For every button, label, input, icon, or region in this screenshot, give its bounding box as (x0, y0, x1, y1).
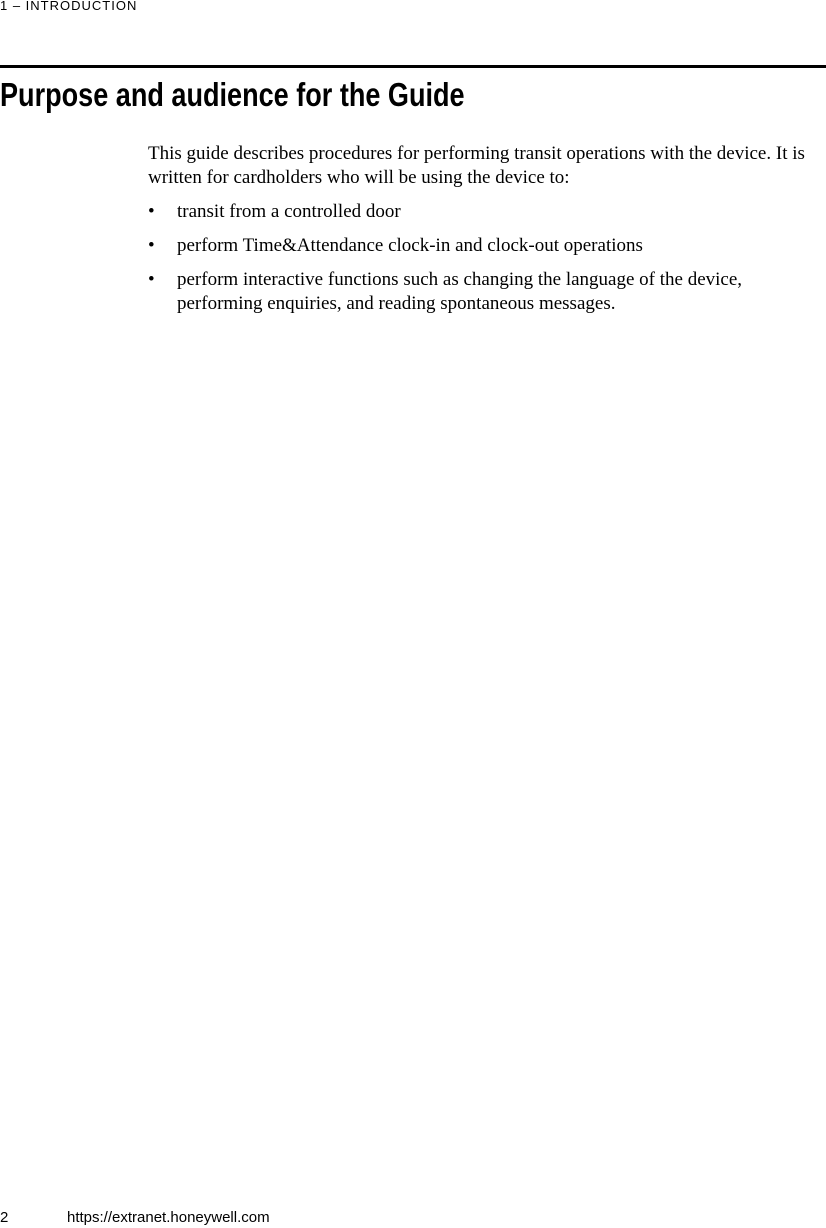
list-item-text: perform Time&Attendance clock-in and clock-out operations (177, 235, 643, 256)
bullet-icon: • (148, 235, 155, 256)
page-number: 2 (0, 1209, 9, 1226)
list-item (148, 234, 826, 258)
bullet-icon: • (148, 201, 155, 222)
list-item (148, 200, 826, 224)
bullet-list (148, 200, 826, 316)
section-title: Purpose and audience for the Guide (0, 76, 465, 113)
section-body (148, 142, 826, 326)
intro-paragraph: This guide describes procedures for performing transit operations with the device. It is written for cardholders who will be using the device to: (148, 143, 805, 188)
bullet-icon: • (148, 269, 155, 290)
list-item-text: perform interactive functions such as changing the language of the device, performing enquiries, and reading spontaneous messages. (177, 269, 743, 314)
list-item (148, 268, 826, 316)
list-item-text: transit from a controlled door (177, 201, 401, 222)
running-header: 1 – INTRODUCTION (0, 0, 138, 13)
header-rule (0, 65, 826, 68)
footer-url[interactable]: https://extranet.honeywell.com (67, 1209, 270, 1226)
